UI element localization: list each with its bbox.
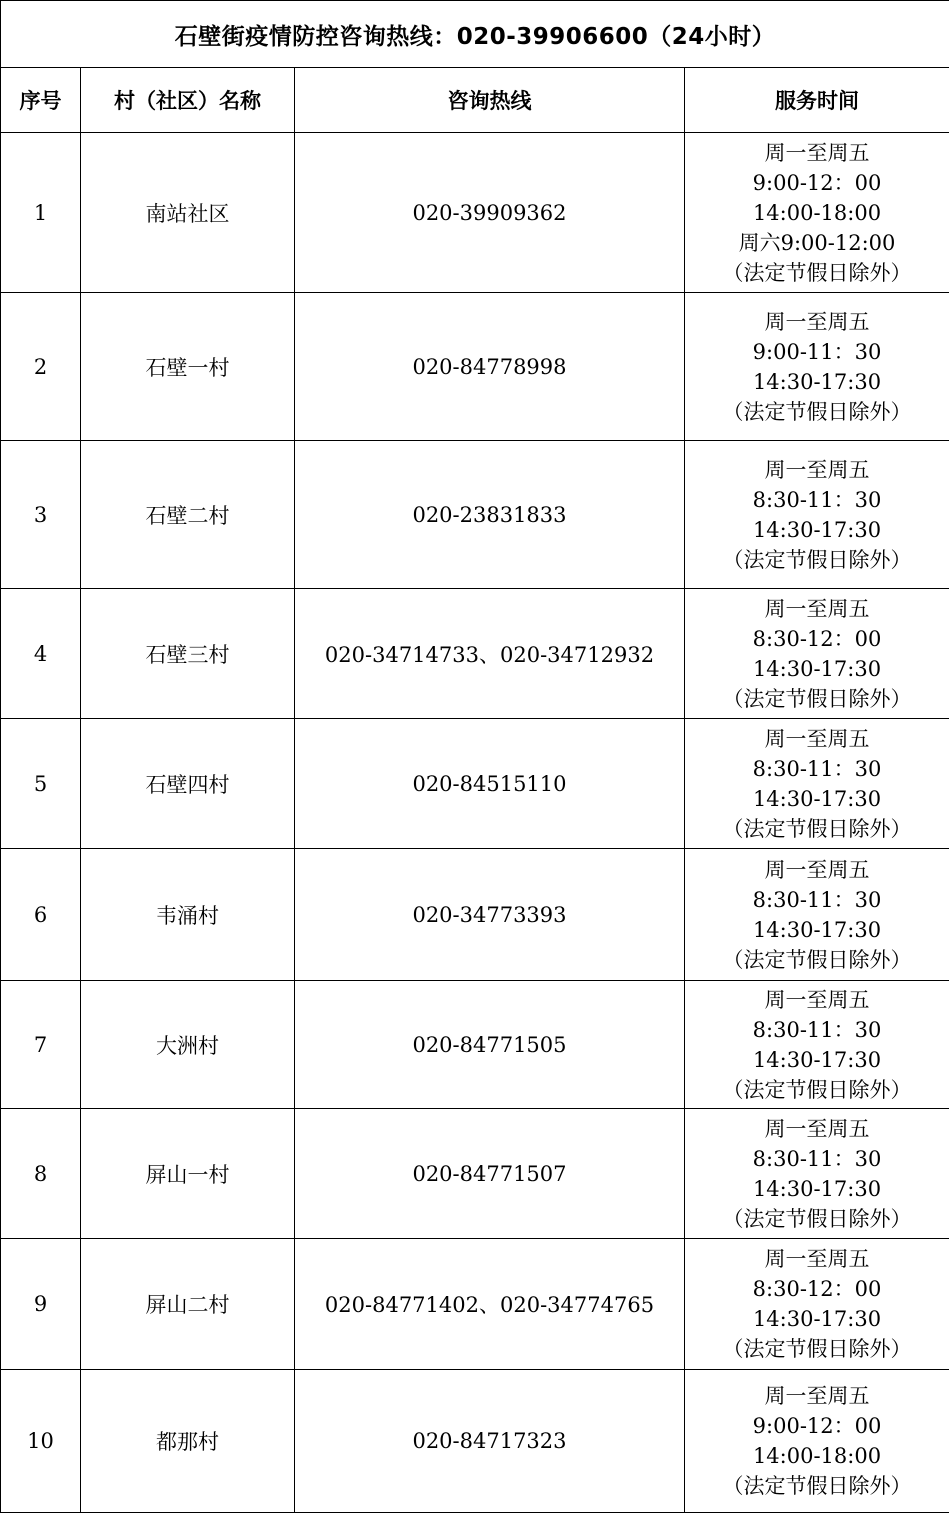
service-time-line: 9:00-12：00 bbox=[752, 170, 882, 195]
row-name: 石壁二村 bbox=[81, 441, 295, 589]
row-index: 8 bbox=[1, 1109, 81, 1239]
service-time-line: 周一至周五 bbox=[764, 309, 870, 334]
row-hotline: 020-23831833 bbox=[295, 441, 685, 589]
service-time-line: 周一至周五 bbox=[764, 987, 870, 1012]
service-time-line: 8:30-12：00 bbox=[752, 626, 882, 651]
row-service-time bbox=[685, 1370, 949, 1513]
service-time-line: 9:00-12：00 bbox=[752, 1414, 882, 1438]
row-service-time bbox=[685, 719, 949, 849]
header-hotline: 咨询热线 bbox=[295, 68, 685, 133]
table-body bbox=[1, 133, 949, 1513]
service-time-line: 8:30-11：30 bbox=[752, 887, 882, 912]
table-row bbox=[1, 719, 949, 849]
row-service-time bbox=[685, 133, 949, 293]
row-index: 5 bbox=[1, 719, 81, 849]
row-hotline: 020-84771507 bbox=[295, 1109, 685, 1239]
service-time-line: 8:30-11：30 bbox=[752, 1017, 882, 1042]
row-name: 都那村 bbox=[81, 1370, 295, 1513]
header-name: 村（社区）名称 bbox=[81, 68, 295, 133]
row-service-time bbox=[685, 293, 949, 441]
row-service-time bbox=[685, 981, 949, 1109]
row-service-time bbox=[685, 1239, 949, 1370]
row-name: 韦涌村 bbox=[81, 849, 295, 981]
service-time-line: 14:30-17:30 bbox=[752, 517, 882, 542]
service-time-line: 14:30-17:30 bbox=[752, 917, 882, 942]
service-time-line: （法定节假日除外） bbox=[722, 547, 912, 572]
row-service-time bbox=[685, 589, 949, 719]
header-row bbox=[1, 68, 949, 133]
service-time-line: 周六9:00-12:00 bbox=[738, 230, 896, 255]
service-time-line: 14:30-17:30 bbox=[752, 786, 882, 811]
table-row bbox=[1, 1109, 949, 1239]
row-index: 10 bbox=[1, 1370, 81, 1513]
row-hotline: 020-84515110 bbox=[295, 719, 685, 849]
service-time-line: 14:00-18:00 bbox=[752, 200, 882, 225]
row-hotline: 020-34714733、020-34712932 bbox=[295, 589, 685, 719]
row-index: 3 bbox=[1, 441, 81, 589]
service-time-line: 14:30-17:30 bbox=[752, 1176, 882, 1201]
row-name: 大洲村 bbox=[81, 981, 295, 1109]
row-index: 2 bbox=[1, 293, 81, 441]
row-service-time bbox=[685, 1109, 949, 1239]
row-index: 1 bbox=[1, 133, 81, 293]
header-index: 序号 bbox=[1, 68, 81, 133]
service-time-line: 14:30-17:30 bbox=[752, 1047, 882, 1072]
table-row bbox=[1, 133, 949, 293]
row-hotline: 020-39909362 bbox=[295, 133, 685, 293]
row-hotline: 020-84771402、020-34774765 bbox=[295, 1239, 685, 1370]
service-time-line: 周一至周五 bbox=[764, 596, 870, 621]
service-time-line: 8:30-11：30 bbox=[752, 487, 882, 512]
service-time-line: （法定节假日除外） bbox=[722, 1077, 912, 1102]
table-row bbox=[1, 589, 949, 719]
row-name: 石壁四村 bbox=[81, 719, 295, 849]
service-time-line: （法定节假日除外） bbox=[722, 816, 912, 841]
row-hotline: 020-84717323 bbox=[295, 1370, 685, 1513]
row-service-time bbox=[685, 849, 949, 981]
header-service-time: 服务时间 bbox=[685, 68, 949, 133]
service-time-line: 8:30-12：00 bbox=[752, 1277, 882, 1301]
service-time-line: 8:30-11：30 bbox=[752, 756, 882, 781]
service-time-line: （法定节假日除外） bbox=[722, 1474, 912, 1498]
row-index: 7 bbox=[1, 981, 81, 1109]
service-time-line: 14:30-17:30 bbox=[752, 369, 882, 394]
service-time-line: 14:00-18:00 bbox=[752, 1444, 882, 1468]
service-time-line: 周一至周五 bbox=[764, 726, 870, 751]
service-time-line: 周一至周五 bbox=[764, 857, 870, 882]
row-name: 南站社区 bbox=[81, 133, 295, 293]
service-time-line: 8:30-11：30 bbox=[752, 1146, 882, 1171]
table-row bbox=[1, 849, 949, 981]
row-name: 屏山二村 bbox=[81, 1239, 295, 1370]
service-time-line: （法定节假日除外） bbox=[722, 1337, 912, 1361]
table-row bbox=[1, 981, 949, 1109]
service-time-line: （法定节假日除外） bbox=[722, 1206, 912, 1231]
table-row bbox=[1, 293, 949, 441]
service-time-line: 周一至周五 bbox=[764, 1116, 870, 1141]
table-row bbox=[1, 1370, 949, 1513]
service-time-line: 9:00-11：30 bbox=[752, 339, 882, 364]
row-index: 6 bbox=[1, 849, 81, 981]
row-hotline: 020-34773393 bbox=[295, 849, 685, 981]
service-time-line: （法定节假日除外） bbox=[722, 260, 912, 285]
row-name: 石壁一村 bbox=[81, 293, 295, 441]
service-time-line: 周一至周五 bbox=[764, 140, 870, 165]
row-index: 4 bbox=[1, 589, 81, 719]
row-hotline: 020-84778998 bbox=[295, 293, 685, 441]
row-name: 石壁三村 bbox=[81, 589, 295, 719]
title-row bbox=[1, 1, 949, 68]
row-service-time bbox=[685, 441, 949, 589]
service-time-line: （法定节假日除外） bbox=[722, 686, 912, 711]
service-time-line: 14:30-17:30 bbox=[752, 656, 882, 681]
service-time-line: 周一至周五 bbox=[764, 457, 870, 482]
table-row bbox=[1, 441, 949, 589]
row-name: 屏山一村 bbox=[81, 1109, 295, 1239]
service-time-line: 周一至周五 bbox=[764, 1384, 870, 1408]
row-hotline: 020-84771505 bbox=[295, 981, 685, 1109]
service-time-line: （法定节假日除外） bbox=[722, 399, 912, 424]
table-title: 石壁街疫情防控咨询热线：020-39906600（24小时） bbox=[1, 1, 949, 68]
service-time-line: 14:30-17:30 bbox=[752, 1307, 882, 1331]
service-time-line: 周一至周五 bbox=[764, 1247, 870, 1271]
table-row bbox=[1, 1239, 949, 1370]
row-index: 9 bbox=[1, 1239, 81, 1370]
service-time-line: （法定节假日除外） bbox=[722, 947, 912, 972]
